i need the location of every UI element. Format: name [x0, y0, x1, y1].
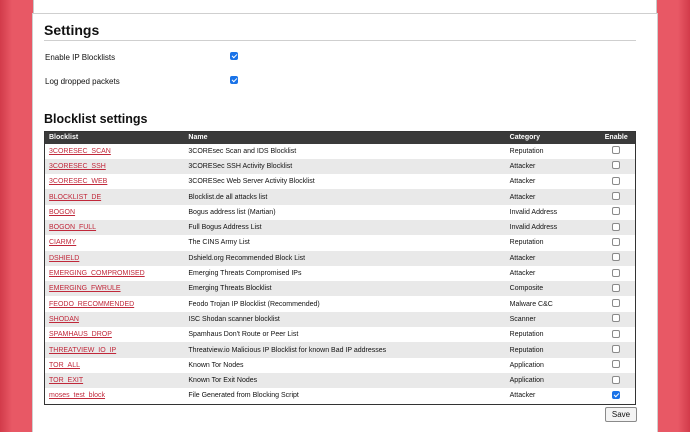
col-enable: Enable: [604, 134, 628, 142]
blocklist-category: Invalid Address: [509, 224, 558, 232]
blocklist-category: Attacker: [509, 254, 536, 262]
blocklist-name: 3COREsec Scan and IDS Blocklist: [188, 147, 297, 155]
blocklist-name: Bogus address list (Martian): [188, 208, 276, 216]
blocklist-name: Dshield.org Recommended Block List: [188, 254, 306, 262]
blocklist-link[interactable]: CIARMY: [49, 239, 77, 247]
table-row: [45, 266, 636, 281]
blocklist-link[interactable]: BOGON: [49, 208, 76, 216]
blocklist-table: [44, 131, 636, 405]
table-row: [45, 174, 636, 189]
blocklist-category: Application: [509, 361, 544, 369]
blocklist-name: Feodo Trojan IP Blocklist (Recommended): [188, 300, 320, 308]
blocklist-category: Application: [509, 377, 544, 385]
table-row: [45, 144, 636, 159]
blocklist-category: Attacker: [509, 162, 536, 170]
blocklist-category: Attacker: [509, 178, 536, 186]
blocklist-category: Malware C&C: [509, 300, 553, 308]
blocklist-name: Known Tor Nodes: [188, 361, 244, 369]
table-row: [45, 281, 636, 296]
table-row: [45, 205, 636, 220]
title-divider: [44, 40, 636, 41]
table-row: [45, 220, 636, 235]
enable-checkbox[interactable]: [612, 269, 620, 277]
enable-ip-blocklists-checkbox[interactable]: [230, 52, 238, 60]
log-dropped-packets-checkbox[interactable]: [230, 76, 238, 84]
enable-checkbox[interactable]: [612, 376, 620, 384]
table-row: [45, 251, 636, 266]
enable-checkbox[interactable]: [612, 146, 620, 154]
blocklist-category: Composite: [509, 285, 544, 293]
enable-checkbox[interactable]: [612, 177, 620, 185]
blocklist-link[interactable]: 3CORESEC_SSH: [49, 162, 106, 170]
table-row: [45, 358, 636, 373]
col-blocklist: Blocklist: [49, 134, 79, 142]
log-dropped-packets-label: Log dropped packets: [45, 77, 120, 86]
table-row: [45, 296, 636, 311]
table-row: [45, 159, 636, 174]
blocklist-link[interactable]: TOR_EXIT: [49, 377, 84, 385]
table-header: [45, 132, 636, 144]
blocklist-link[interactable]: BOGON_FULL: [49, 224, 97, 232]
blocklist-link[interactable]: moses_test_block: [49, 392, 106, 400]
blocklist-name: 3CORESec Web Server Activity Blocklist: [188, 178, 315, 186]
blocklist-category: Invalid Address: [509, 208, 558, 216]
blocklist-name: Full Bogus Address List: [188, 224, 262, 232]
blocklist-name: ISC Shodan scanner blocklist: [188, 315, 280, 323]
blocklist-category: Reputation: [509, 346, 544, 354]
enable-checkbox[interactable]: [612, 253, 620, 261]
blocklist-name: File Generated from Blocking Script: [188, 392, 299, 400]
settings-title: Settings: [44, 22, 100, 38]
blocklist-link[interactable]: EMERGING_FWRULE: [49, 285, 121, 293]
blocklist-name: Emerging Threats Blocklist: [188, 285, 272, 293]
enable-checkbox[interactable]: [612, 360, 620, 368]
blocklist-category: Attacker: [509, 193, 536, 201]
enable-checkbox[interactable]: [612, 207, 620, 215]
blocklist-category: Reputation: [509, 147, 544, 155]
blocklist-link[interactable]: TOR_ALL: [49, 361, 80, 369]
enable-checkbox[interactable]: [612, 192, 620, 200]
blocklist-link[interactable]: THREATVIEW_IO_IP: [49, 346, 117, 354]
blocklist-category: Attacker: [509, 392, 536, 400]
blocklist-category: Reputation: [509, 331, 544, 339]
enable-checkbox[interactable]: [612, 345, 620, 353]
blocklist-name: The CINS Army List: [188, 239, 250, 247]
enable-ip-blocklists-label: Enable IP Blocklists: [45, 53, 116, 62]
blocklist-settings-title: Blocklist settings: [44, 112, 148, 126]
enable-checkbox[interactable]: [612, 391, 620, 399]
blocklist-link[interactable]: DSHIELD: [49, 254, 80, 262]
table-row: [45, 235, 636, 250]
blocklist-name: Blocklist.de all attacks list: [188, 193, 268, 201]
enable-checkbox[interactable]: [612, 238, 620, 246]
table-row: [45, 373, 636, 388]
blocklist-name: Known Tor Exit Nodes: [188, 377, 258, 385]
blocklist-name: Emerging Threats Compromised IPs: [188, 270, 302, 278]
enable-checkbox[interactable]: [612, 330, 620, 338]
blocklist-category: Scanner: [509, 315, 536, 323]
enable-checkbox[interactable]: [612, 284, 620, 292]
enable-checkbox[interactable]: [612, 223, 620, 231]
enable-checkbox[interactable]: [612, 299, 620, 307]
blocklist-category: Attacker: [509, 270, 536, 278]
enable-checkbox[interactable]: [612, 314, 620, 322]
blocklist-link[interactable]: SHODAN: [49, 315, 79, 323]
blocklist-category: Reputation: [509, 239, 544, 247]
blocklist-name: Spamhaus Don't Route or Peer List: [188, 331, 299, 339]
blocklist-link[interactable]: 3CORESEC_WEB: [49, 178, 108, 186]
enable-checkbox[interactable]: [612, 161, 620, 169]
table-row: [45, 388, 636, 404]
table-row: [45, 342, 636, 357]
blocklist-link[interactable]: 3CORESEC_SCAN: [49, 147, 111, 155]
col-name: Name: [188, 134, 208, 142]
table-row: [45, 327, 636, 342]
blocklist-name: 3CORESec SSH Activity Blocklist: [188, 162, 293, 170]
blocklist-link[interactable]: BLOCKLIST_DE: [49, 193, 102, 201]
save-button[interactable]: Save: [605, 407, 637, 422]
blocklist-name: Threatview.io Malicious IP Blocklist for known Bad IP addresses: [188, 346, 387, 354]
blocklist-link[interactable]: FEODO_RECOMMENDED: [49, 300, 135, 308]
blocklist-link[interactable]: SPAMHAUS_DROP: [49, 331, 112, 339]
col-category: Category: [509, 134, 540, 142]
table-row: [45, 189, 636, 204]
blocklist-link[interactable]: EMERGING_COMPROMISED: [49, 270, 145, 278]
table-row: [45, 312, 636, 327]
